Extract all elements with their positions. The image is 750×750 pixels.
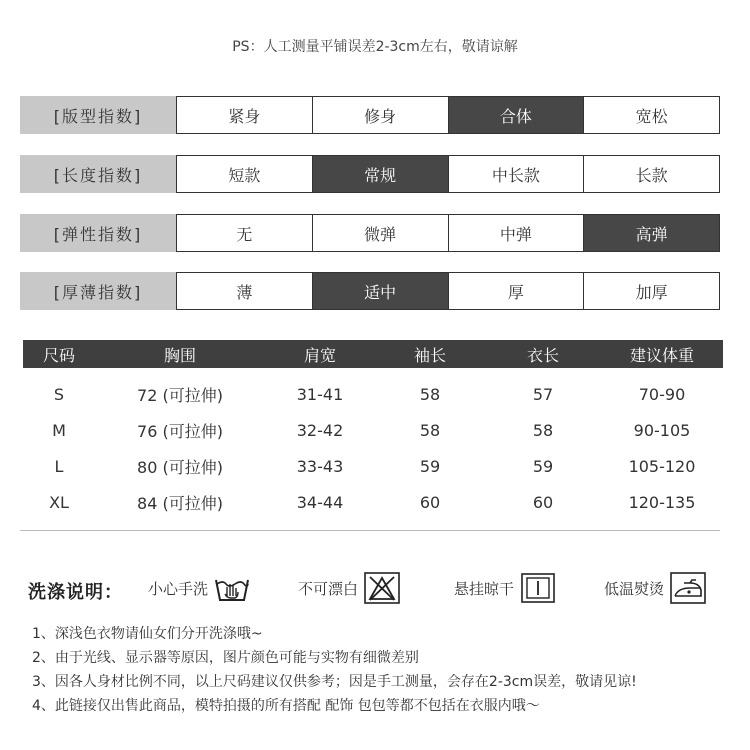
hand-wash-icon — [214, 572, 250, 604]
table-cell: 90-105 — [633, 420, 691, 440]
table-cell: 58 — [419, 420, 441, 440]
wash-item-low-iron — [604, 570, 706, 606]
table-cell: 59 — [532, 456, 554, 476]
index-option: 适中 — [312, 273, 448, 309]
size-table — [23, 340, 723, 520]
index-option: 无 — [236, 224, 253, 244]
table-cell: 57 — [532, 384, 554, 404]
wash-item-hang-dry — [454, 570, 556, 606]
length-index-row — [20, 155, 720, 193]
size-table-body — [23, 368, 723, 520]
hang-dry-icon — [520, 572, 556, 604]
table-cell: 105-120 — [628, 456, 696, 476]
size-table-header — [23, 340, 723, 368]
index-label: [弹性指数] — [20, 214, 176, 252]
table-row — [23, 448, 723, 484]
list-item: 2、由于光线、显示器等原因，图片颜色可能与实物有细微差别 — [32, 650, 419, 666]
index-option: 修身 — [312, 97, 448, 133]
wash-title: 洗涤说明： — [28, 582, 123, 603]
list-item: 4、此链接仅出售此商品，模特拍摄的所有搭配 配饰 包包等都不包括在衣服内哦～ — [32, 698, 540, 714]
index-options — [176, 272, 720, 310]
table-cell: 33-43 — [296, 456, 344, 476]
table-cell: M — [52, 420, 66, 440]
table-cell: 80 (可拉伸) — [137, 457, 223, 477]
table-cell: L — [54, 456, 64, 476]
table-cell: 60 — [532, 492, 554, 512]
table-cell: 58 — [419, 384, 441, 404]
low-iron-icon — [670, 572, 706, 604]
index-option: 中长款 — [448, 156, 584, 192]
list-item: 3、因各人身材比例不同，以上尺码建议仅供参考；因是手工测量，会存在2-3cm误差，敬请见谅! — [32, 674, 637, 690]
elasticity-index-row — [20, 214, 720, 252]
table-cell: 76 (可拉伸) — [137, 421, 223, 441]
header-length: 衣长 — [526, 345, 559, 365]
table-cell: 58 — [532, 420, 554, 440]
list-item: 1、深浅色衣物请仙女们分开洗涤哦~ — [32, 626, 263, 642]
wash-item-label: 悬挂晾干 — [454, 579, 515, 598]
table-cell: 60 — [419, 492, 441, 512]
table-cell: XL — [49, 492, 69, 512]
no-bleach-icon — [364, 572, 400, 604]
table-cell: 32-42 — [296, 420, 344, 440]
header-shoulder: 肩宽 — [303, 345, 336, 365]
table-row — [23, 412, 723, 448]
index-option: 高弹 — [583, 215, 719, 251]
index-option: 宽松 — [583, 97, 719, 133]
index-options — [176, 214, 720, 252]
index-options — [176, 96, 720, 134]
wash-item-label: 不可漂白 — [298, 579, 359, 598]
index-option: 中弹 — [448, 215, 584, 251]
index-label: [版型指数] — [20, 96, 176, 134]
index-option: 合体 — [448, 97, 584, 133]
table-cell: 59 — [419, 456, 441, 476]
table-cell: 84 (可拉伸) — [137, 493, 223, 513]
header-weight: 建议体重 — [629, 345, 694, 365]
index-option: 薄 — [236, 282, 253, 302]
index-option: 长款 — [583, 156, 719, 192]
index-option: 短款 — [228, 165, 261, 185]
table-row — [23, 484, 723, 520]
index-option: 紧身 — [228, 106, 261, 126]
index-options — [176, 155, 720, 193]
index-label: [长度指数] — [20, 155, 176, 193]
index-label: [厚薄指数] — [20, 272, 176, 310]
thickness-index-row — [20, 272, 720, 310]
table-row — [23, 376, 723, 412]
section-divider — [20, 530, 720, 531]
header-chest: 胸围 — [163, 345, 196, 365]
index-option: 常规 — [312, 156, 448, 192]
header-sleeve: 袖长 — [413, 345, 446, 365]
index-option: 厚 — [448, 273, 584, 309]
table-cell: 72 (可拉伸) — [137, 385, 223, 405]
notes-list — [32, 622, 732, 718]
wash-item-label: 小心手洗 — [148, 579, 209, 598]
index-option: 微弹 — [312, 215, 448, 251]
wash-item-label: 低温熨烫 — [604, 579, 665, 598]
table-cell: 34-44 — [296, 492, 344, 512]
table-cell: 31-41 — [296, 384, 344, 404]
table-cell: 70-90 — [638, 384, 686, 404]
wash-item-no-bleach — [298, 570, 400, 606]
washing-instructions — [28, 570, 728, 606]
wash-item-hand-wash — [148, 570, 250, 606]
measurement-note: PS：人工测量平铺误差2-3cm左右，敬请谅解 — [232, 39, 518, 55]
table-cell: 120-135 — [628, 492, 696, 512]
index-option: 加厚 — [583, 273, 719, 309]
fit-index-row — [20, 96, 720, 134]
header-size: 尺码 — [42, 345, 75, 365]
table-cell: S — [53, 384, 65, 404]
